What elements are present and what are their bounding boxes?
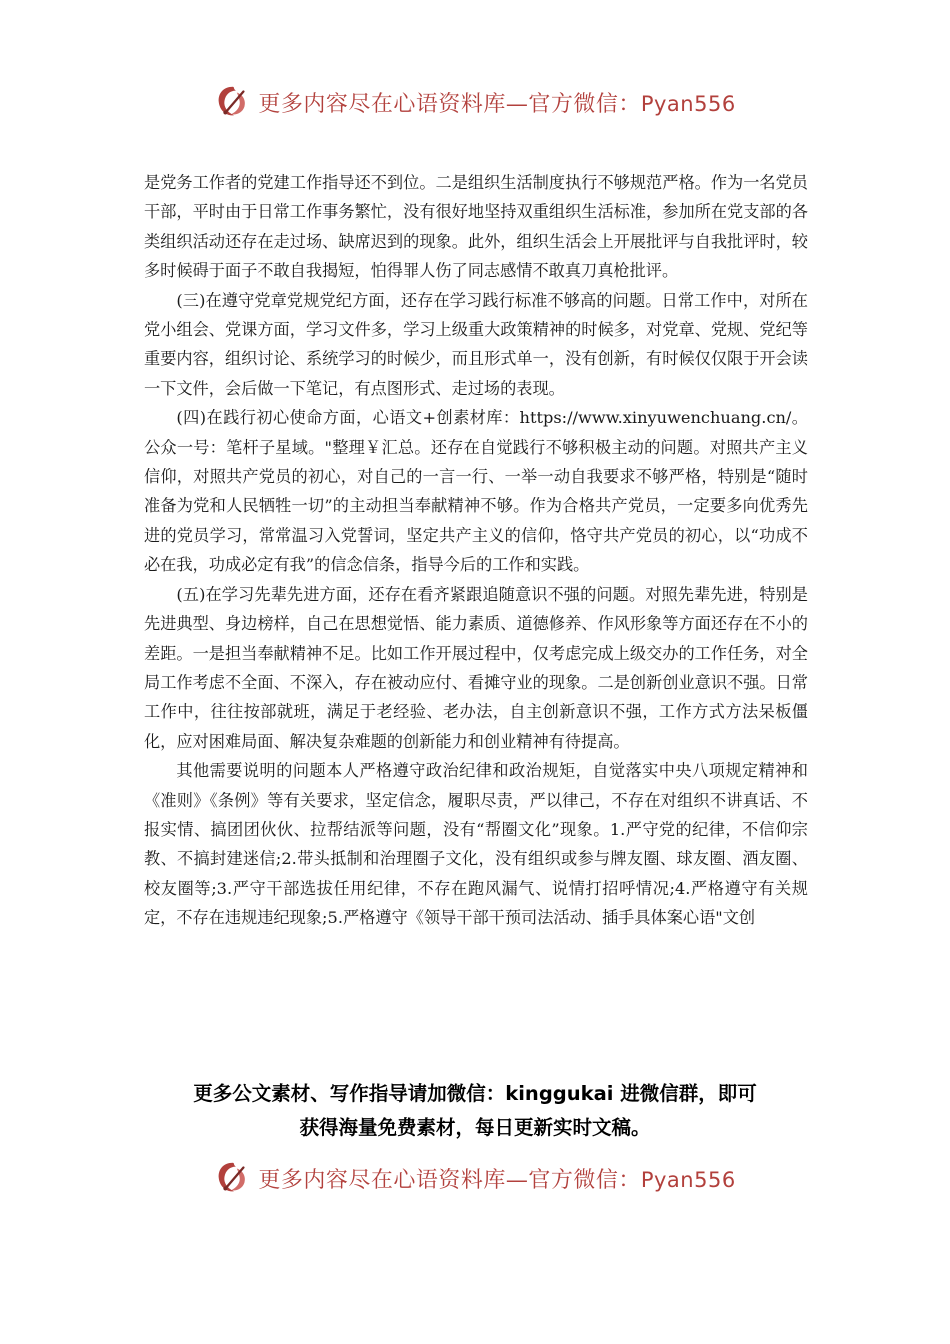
promo-notice — [100, 1077, 850, 1145]
promo-line: 获得海量免费素材，每日更新实时文稿。 — [299, 1116, 651, 1139]
ink-brush-logo-icon — [214, 1159, 252, 1197]
paragraph: (五)在学习先辈先进方面，还存在看齐紧跟追随意识不强的问题。对照先辈先进，特别是先进典型、身边榜样，自己在思想觉悟、能力素质、道德修养、作风形象等方面还存在不小的差距。一是担当奉献精神不足。比如工作开展过程中，仅考虑完成上级交办的工作任务，对全局工作考虑不全面、不深入，存在被动应付、看摊守业的现象。二是创新创业意识不强。日常工作中，往往按部就班，满足于老经验、老办法，自主创新意识不强，工作方式方法呆板僵化，应对困难局面、解决复杂难题的创新能力和创业精神有待提高。 — [144, 584, 808, 751]
paragraph: (三)在遵守党章党规党纪方面，还存在学习践行标准不够高的问题。日常工作中，对所在党小组会、党课方面，学习文件多，学习上级重大政策精神的时候多，对党章、党规、党纪等重要内容，组织讨论、系统学习的时候少，而且形式单一，没有创新，有时候仅仅限于开会读一下文件，会后做一下笔记，有点图形式、走过场的表现。 — [144, 290, 808, 398]
ink-brush-logo-icon — [214, 83, 252, 121]
footer-wechat-id: Pyan556 — [640, 1167, 736, 1192]
paragraph: 是党务工作者的党建工作指导还不到位。二是组织生活制度执行不够规范严格。作为一名党员干部，平时由于日常工作事务繁忙，没有很好地坚持双重组织生活标准，参加所在党支部的各类组织活动还存在走过场、缺席迟到的现象。此外，组织生活会上开展批评与自我批评时，较多时候碍于面子不敢自我揭短，怕得罪人伤了同志感情不敢真刀真枪批评。 — [144, 173, 808, 281]
header-banner — [0, 74, 950, 130]
paragraph: 其他需要说明的问题本人严格遵守政治纪律和政治规矩，自觉落实中央八项规定精神和《准则》《条例》等有关要求，坚定信念，履职尽责，严以律己，不存在对组织不讲真话、不报实情、搞团团伙伙、拉帮结派等问题，没有“帮圈文化”现象。1.严守党的纪律，不信仰宗教、不搞封建迷信;2.带头抵制和治理圈子文化，没有组织或参与牌友圈、球友圈、酒友圈、校友圈等;3.严守干部选拔任用纪律，不存在跑风漏气、说情打招呼情况;4.严格遵守有关规定，不存在违规违纪现象;5.严格遵守《领导干部干预司法活动、插手具体案心语"文创 — [144, 761, 808, 928]
footer-banner — [0, 1150, 950, 1206]
header-banner-text: 更多内容尽在心语资料库—官方微信：Pyan556 — [258, 91, 736, 117]
header-wechat-id: Pyan556 — [640, 91, 736, 116]
footer-banner-text: 更多内容尽在心语资料库—官方微信：Pyan556 — [258, 1167, 736, 1193]
paragraph: (四)在践行初心使命方面，心语文+创素材库：https://www.xinyuwenchuang.cn/。公众一号：笔杆子星域。"整理￥汇总。还存在自觉践行不够积极主动的问题。对照共产主义信仰，对照共产党员的初心，对自己的一言一行、一举一动自我要求不够严格，特别是“随时准备为党和人民牺牲一切”的主动担当奉献精神不够。作为合格共产党员，一定要多向优秀先进的党员学习，常常温习入党誓词，坚定共产主义的信仰，恪守共产党员的初心，以“功成不必在我，功成必定有我”的信念信条，指导今后的工作和实践。 — [144, 408, 808, 575]
document-body — [144, 168, 808, 933]
promo-line: 更多公文素材、写作指导请加微信：kinggukai 进微信群，即可 — [193, 1082, 757, 1105]
